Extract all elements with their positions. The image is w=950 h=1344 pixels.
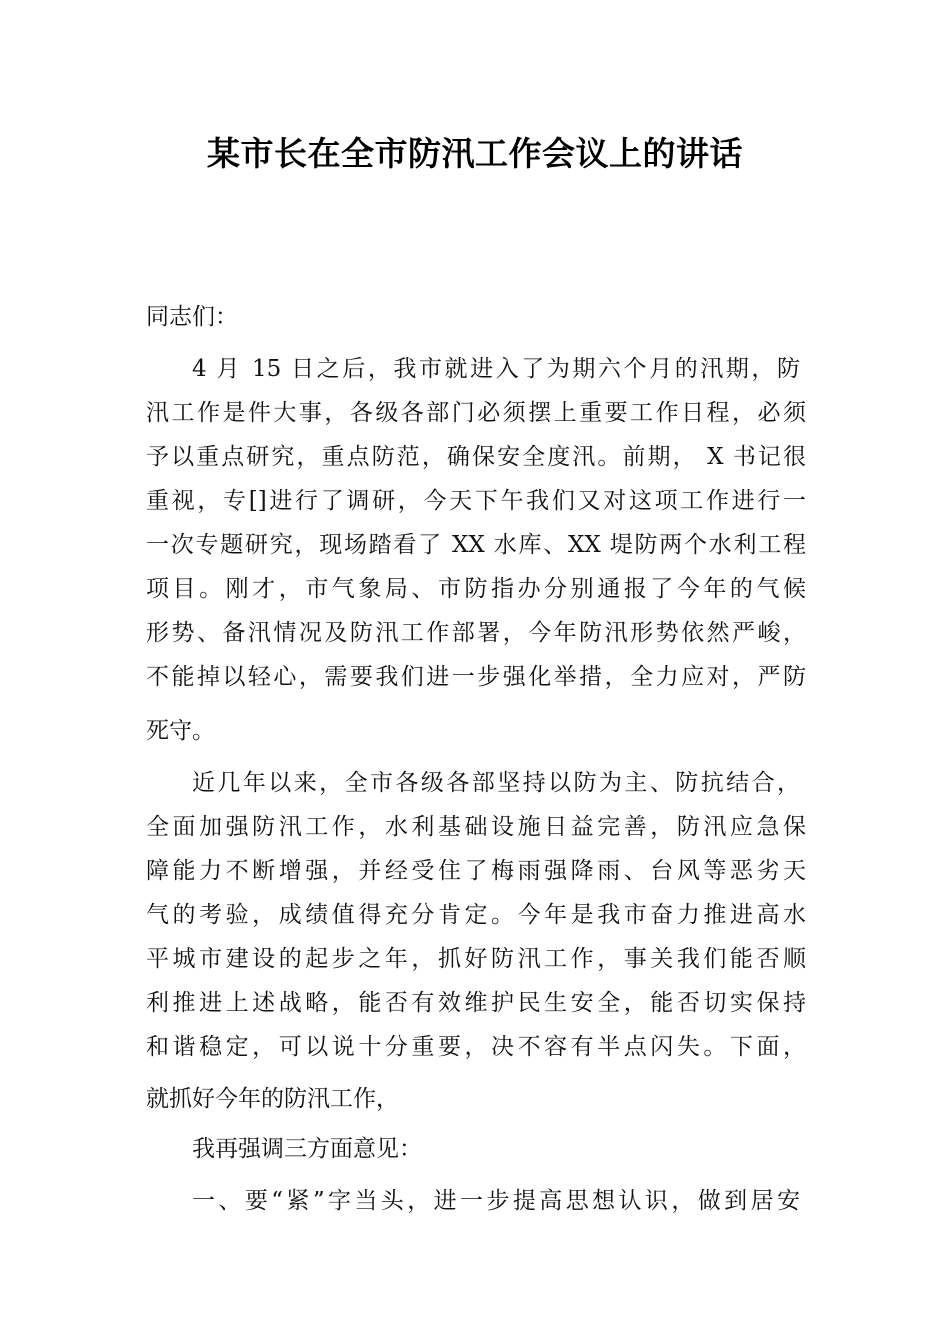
paragraph-1-line-6: 项目。刚才，市气象局、市防指办分别通报了今年的气候: [146, 576, 806, 602]
paragraph-1-line-2: 汛工作是件大事，各级各部门必须摆上重要工作日程，必须: [146, 400, 806, 426]
paragraph-1-line-8: 不能掉以轻心，需要我们进一步强化举措，全力应对，严防: [146, 664, 806, 690]
paragraph-2-line-2: 全面加强防汛工作，水利基础设施日益完善，防汛应急保: [146, 814, 806, 840]
paragraph-1-line-4: 重视，专[]进行了调研，今天下午我们又对这项工作进行一: [146, 488, 806, 514]
paragraph-4-line-1: 一、要“紧”字当头，进一步提高思想认识，做到居安: [192, 1188, 800, 1214]
paragraph-2-line-1: 近几年以来，全市各级各部坚持以防为主、防抗结合，: [192, 770, 800, 796]
paragraph-1-line-5: 一次专题研究，现场踏看了 XX 水库、XX 堤防两个水利工程: [146, 532, 806, 558]
salutation: 同志们：: [146, 304, 238, 330]
document-title: 某市长在全市防汛工作会议上的讲话: [207, 134, 743, 173]
paragraph-2-line-7: 和谐稳定，可以说十分重要，决不容有半点闪失。下面，: [146, 1034, 806, 1060]
paragraph-1-line-9: 死守。: [146, 718, 215, 744]
paragraph-2-line-3: 障能力不断增强，并经受住了梅雨强降雨、台风等恶劣天: [146, 858, 806, 884]
paragraph-2-line-4: 气的考验，成绩值得充分肯定。今年是我市奋力推进高水: [146, 902, 806, 928]
paragraph-2-line-5: 平城市建设的起步之年，抓好防汛工作，事关我们能否顺: [146, 946, 806, 972]
paragraph-2-line-6: 利推进上述战略，能否有效维护民生安全，能否切实保持: [146, 990, 806, 1016]
paragraph-3: 我再强调三方面意见：: [192, 1136, 422, 1162]
paragraph-1-line-3: 予以重点研究，重点防范，确保安全度汛。前期， X 书记很: [146, 444, 806, 470]
paragraph-1-line-7: 形势、备汛情况及防汛工作部署，今年防汛形势依然严峻，: [146, 620, 806, 646]
paragraph-2-line-8: 就抓好今年的防汛工作，: [146, 1086, 399, 1112]
paragraph-1-line-1: 4 月 15 日之后，我市就进入了为期六个月的汛期，防: [192, 356, 800, 382]
